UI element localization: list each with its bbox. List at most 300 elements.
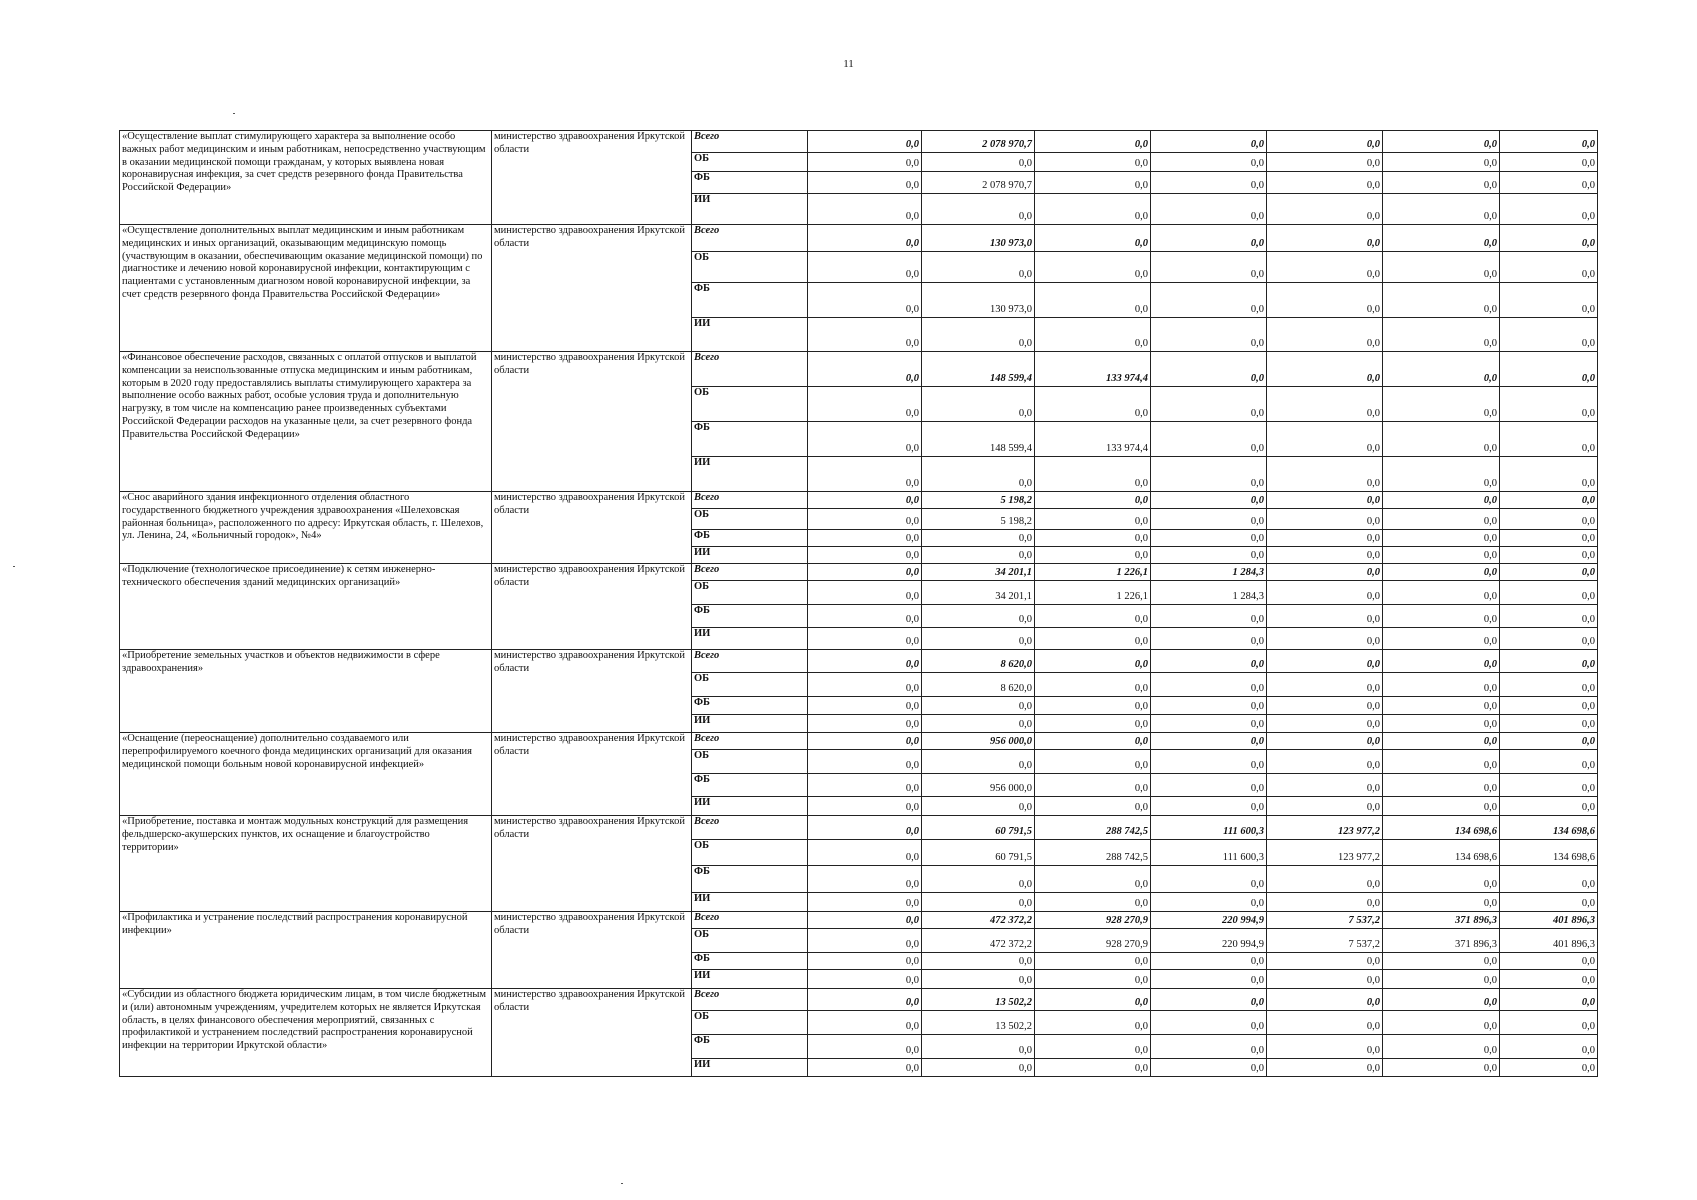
amount-cell: 0,0 [1035,797,1151,816]
amount-cell: 0,0 [1383,1059,1500,1077]
amount-cell: 0,0 [1500,318,1598,352]
amount-cell: 0,0 [808,172,922,194]
amount-cell: 0,0 [1500,194,1598,225]
activity-name: «Приобретение, поставка и монтаж модульных конструкций для размещения фельдшерско-акушерских пунктов, их оснащение и благоустройство территории» [120,816,492,912]
amount-cell: 0,0 [1035,750,1151,774]
table-row [120,733,1598,750]
amount-cell: 0,0 [1383,750,1500,774]
amount-cell: 0,0 [1383,893,1500,912]
amount-cell: 133 974,4 [1035,422,1151,457]
page-number: 11 [843,58,854,70]
amount-cell: 0,0 [808,153,922,172]
amount-cell: 0,0 [808,628,922,650]
amount-cell: 8 620,0 [922,673,1035,697]
amount-cell: 130 973,0 [922,225,1035,252]
table-row [120,131,1598,153]
amount-cell: 0,0 [1500,774,1598,797]
amount-cell: 0,0 [1267,953,1383,970]
activity-name: «Снос аварийного здания инфекционного отделения областного государственного бюджетного учреждения здравоохранения «Шелеховская районная больница», расположенного по адресу: Иркутская область, г. Шелехов, ул. Ленина, 24, «Больничный городок», №4» [120,492,492,564]
amount-cell: 60 791,5 [922,816,1035,840]
amount-cell: 0,0 [1267,318,1383,352]
amount-cell: 0,0 [808,1059,922,1077]
amount-cell: 288 742,5 [1035,840,1151,866]
amount-cell: 0,0 [1151,605,1267,628]
funding-source-label: ОБ [692,252,808,283]
funding-source-label: ОБ [692,1011,808,1035]
amount-cell: 0,0 [1035,530,1151,547]
amount-cell: 0,0 [1383,650,1500,673]
executor: министерство здравоохранения Иркутской области [492,131,692,225]
amount-cell: 0,0 [922,605,1035,628]
amount-cell: 0,0 [808,318,922,352]
amount-cell: 0,0 [1035,1035,1151,1059]
amount-cell: 60 791,5 [922,840,1035,866]
funding-source-label: Всего [692,816,808,840]
amount-cell: 0,0 [922,252,1035,283]
amount-cell: 288 742,5 [1035,816,1151,840]
amount-cell: 0,0 [1267,650,1383,673]
funding-source-label: ИИ [692,194,808,225]
amount-cell: 134 698,6 [1500,816,1598,840]
amount-cell: 0,0 [1383,194,1500,225]
amount-cell: 0,0 [1267,492,1383,509]
amount-cell: 148 599,4 [922,352,1035,387]
funding-source-label: ФБ [692,172,808,194]
amount-cell: 0,0 [1035,673,1151,697]
amount-cell: 0,0 [1267,457,1383,492]
amount-cell: 0,0 [1383,970,1500,989]
funding-source-label: ФБ [692,953,808,970]
amount-cell: 0,0 [808,650,922,673]
executor: министерство здравоохранения Иркутской области [492,989,692,1077]
amount-cell: 0,0 [1035,1011,1151,1035]
amount-cell: 0,0 [1035,866,1151,893]
amount-cell: 0,0 [1500,715,1598,733]
amount-cell: 0,0 [1500,131,1598,153]
amount-cell: 0,0 [1500,530,1598,547]
amount-cell: 0,0 [1383,252,1500,283]
funding-source-label: Всего [692,989,808,1011]
funding-source-label: ИИ [692,715,808,733]
funding-source-label: ФБ [692,605,808,628]
amount-cell: 0,0 [1151,318,1267,352]
amount-cell: 0,0 [808,581,922,605]
amount-cell: 0,0 [1151,774,1267,797]
amount-cell: 0,0 [1035,318,1151,352]
amount-cell: 5 198,2 [922,492,1035,509]
amount-cell: 7 537,2 [1267,912,1383,929]
amount-cell: 0,0 [1151,1011,1267,1035]
amount-cell: 220 994,9 [1151,929,1267,953]
amount-cell: 0,0 [1500,225,1598,252]
amount-cell: 0,0 [1151,530,1267,547]
table-row [120,989,1598,1011]
amount-cell: 0,0 [1383,581,1500,605]
amount-cell: 0,0 [1151,866,1267,893]
funding-source-label: ИИ [692,547,808,564]
amount-cell: 0,0 [1035,650,1151,673]
amount-cell: 0,0 [1383,697,1500,715]
amount-cell: 0,0 [808,283,922,318]
funding-source-label: Всего [692,650,808,673]
amount-cell: 371 896,3 [1383,912,1500,929]
amount-cell: 0,0 [808,194,922,225]
funding-source-label: ИИ [692,1059,808,1077]
amount-cell: 0,0 [1151,673,1267,697]
amount-cell: 0,0 [1035,547,1151,564]
amount-cell: 0,0 [922,530,1035,547]
amount-cell: 0,0 [1151,131,1267,153]
funding-source-label: Всего [692,564,808,581]
funding-source-label: ФБ [692,697,808,715]
amount-cell: 0,0 [1383,225,1500,252]
amount-cell: 0,0 [808,605,922,628]
amount-cell: 0,0 [1151,715,1267,733]
amount-cell: 0,0 [1383,422,1500,457]
funding-source-label: Всего [692,733,808,750]
amount-cell: 0,0 [1500,547,1598,564]
amount-cell: 0,0 [808,970,922,989]
amount-cell: 0,0 [1383,547,1500,564]
amount-cell: 0,0 [922,866,1035,893]
amount-cell: 0,0 [1267,715,1383,733]
amount-cell: 2 078 970,7 [922,131,1035,153]
funding-source-label: ОБ [692,750,808,774]
amount-cell: 0,0 [1267,509,1383,530]
executor: министерство здравоохранения Иркутской области [492,492,692,564]
amount-cell: 0,0 [1383,283,1500,318]
amount-cell: 0,0 [808,953,922,970]
amount-cell: 0,0 [1500,172,1598,194]
amount-cell: 0,0 [1267,252,1383,283]
amount-cell: 0,0 [1035,989,1151,1011]
amount-cell: 0,0 [1267,547,1383,564]
amount-cell: 0,0 [922,547,1035,564]
funding-source-label: Всего [692,352,808,387]
amount-cell: 0,0 [1267,283,1383,318]
amount-cell: 0,0 [922,318,1035,352]
amount-cell: 0,0 [1383,387,1500,422]
amount-cell: 0,0 [808,929,922,953]
amount-cell: 472 372,2 [922,912,1035,929]
amount-cell: 0,0 [1500,492,1598,509]
amount-cell: 0,0 [1151,650,1267,673]
amount-cell: 0,0 [1383,530,1500,547]
amount-cell: 0,0 [808,912,922,929]
amount-cell: 148 599,4 [922,422,1035,457]
amount-cell: 0,0 [1035,774,1151,797]
amount-cell: 0,0 [1500,605,1598,628]
amount-cell: 0,0 [1151,352,1267,387]
amount-cell: 130 973,0 [922,283,1035,318]
funding-source-label: ФБ [692,530,808,547]
amount-cell: 0,0 [1151,283,1267,318]
amount-cell: 0,0 [1151,1059,1267,1077]
amount-cell: 0,0 [808,547,922,564]
amount-cell: 401 896,3 [1500,929,1598,953]
amount-cell: 0,0 [808,1011,922,1035]
table-row [120,912,1598,929]
amount-cell: 0,0 [1267,153,1383,172]
activity-name: «Профилактика и устранение последствий распространения коронавирусной инфекции» [120,912,492,989]
amount-cell: 0,0 [1151,547,1267,564]
amount-cell: 133 974,4 [1035,352,1151,387]
executor: министерство здравоохранения Иркутской области [492,912,692,989]
amount-cell: 0,0 [1383,774,1500,797]
funding-source-label: ФБ [692,422,808,457]
amount-cell: 0,0 [1151,750,1267,774]
amount-cell: 0,0 [808,774,922,797]
amount-cell: 0,0 [1267,352,1383,387]
amount-cell: 0,0 [1383,492,1500,509]
amount-cell: 0,0 [808,530,922,547]
amount-cell: 0,0 [1151,1035,1267,1059]
amount-cell: 0,0 [1383,318,1500,352]
amount-cell: 0,0 [1035,953,1151,970]
amount-cell: 0,0 [1500,1059,1598,1077]
amount-cell: 0,0 [1500,750,1598,774]
amount-cell: 0,0 [808,387,922,422]
amount-cell: 0,0 [1383,989,1500,1011]
amount-cell: 0,0 [808,673,922,697]
amount-cell: 0,0 [922,457,1035,492]
amount-cell: 1 226,1 [1035,564,1151,581]
activity-name: «Оснащение (переоснащение) дополнительно создаваемого или перепрофилируемого коечного фонда медицинских организаций для оказания медицинской помощи больным новой коронавирусной инфекцией» [120,733,492,816]
amount-cell: 0,0 [1383,628,1500,650]
amount-cell: 0,0 [1267,628,1383,650]
amount-cell: 0,0 [1500,866,1598,893]
funding-source-label: ФБ [692,1035,808,1059]
amount-cell: 0,0 [922,1059,1035,1077]
amount-cell: 401 896,3 [1500,912,1598,929]
amount-cell: 0,0 [1151,989,1267,1011]
amount-cell: 0,0 [1151,733,1267,750]
amount-cell: 0,0 [1500,628,1598,650]
funding-source-label: ФБ [692,283,808,318]
amount-cell: 0,0 [1151,387,1267,422]
funding-source-label: ИИ [692,797,808,816]
amount-cell: 0,0 [1035,172,1151,194]
amount-cell: 0,0 [922,970,1035,989]
amount-cell: 0,0 [1151,422,1267,457]
amount-cell: 0,0 [1383,733,1500,750]
amount-cell: 0,0 [1151,194,1267,225]
amount-cell: 0,0 [808,989,922,1011]
amount-cell: 0,0 [1500,153,1598,172]
amount-cell: 0,0 [1267,733,1383,750]
amount-cell: 0,0 [1035,509,1151,530]
funding-source-label: ОБ [692,387,808,422]
amount-cell: 0,0 [1267,866,1383,893]
amount-cell: 0,0 [1035,252,1151,283]
amount-cell: 0,0 [1267,774,1383,797]
amount-cell: 0,0 [1500,1035,1598,1059]
amount-cell: 0,0 [1151,953,1267,970]
amount-cell: 0,0 [922,750,1035,774]
amount-cell: 0,0 [1267,970,1383,989]
amount-cell: 0,0 [922,797,1035,816]
funding-source-label: ФБ [692,774,808,797]
table-row [120,564,1598,581]
table-row [120,225,1598,252]
amount-cell: 0,0 [1267,131,1383,153]
activity-name: «Субсидии из областного бюджета юридическим лицам, в том числе бюджетным и (или) автономным учреждениям, учредителем которых не является Иркутская область, в целях финансового обеспечения мероприятий, связанных с профилактикой и устранением последствий распространения коронавирусной инфекции на территории Иркутской области» [120,989,492,1077]
amount-cell: 0,0 [808,750,922,774]
amount-cell: 0,0 [808,422,922,457]
amount-cell: 0,0 [1151,970,1267,989]
table-row [120,816,1598,840]
activity-name: «Финансовое обеспечение расходов, связанных с оплатой отпусков и выплатой компенсации за неиспользованные отпуска медицинским и иным работникам, которым в 2020 году предоставлялись выплаты стимулирующего характера за выполнение особо важных работ, особые условия труда и дополнительную нагрузку, в том числе на компенсацию ранее произведенных субъектами Российской Федерации расходов на указанные цели, за счет резервного фонда Правительства Российской Федерации» [120,352,492,492]
amount-cell: 0,0 [1267,581,1383,605]
executor: министерство здравоохранения Иркутской области [492,352,692,492]
amount-cell: 34 201,1 [922,564,1035,581]
amount-cell: 0,0 [1151,225,1267,252]
activity-name: «Осуществление дополнительных выплат медицинским и иным работникам медицинских и иных организаций, оказывающим медицинскую помощь (участвующим в оказании, обеспечивающим оказание медицинской помощи) по диагностике и лечению новой коронавирусной инфекции, контактирующим с пациентами с установленным диагнозом новой коронавирусной инфекции, за счет средств резервного фонда Правительства Российской Федерации» [120,225,492,352]
amount-cell: 0,0 [1383,953,1500,970]
executor: министерство здравоохранения Иркутской области [492,650,692,733]
funding-source-label: ОБ [692,153,808,172]
amount-cell: 0,0 [808,715,922,733]
amount-cell: 0,0 [1035,970,1151,989]
amount-cell: 0,0 [808,492,922,509]
amount-cell: 0,0 [1267,1035,1383,1059]
amount-cell: 0,0 [1500,252,1598,283]
activity-name: «Осуществление выплат стимулирующего характера за выполнение особо важных работ медицинским и иным работникам, непосредственно участвующим в оказании медицинской помощи гражданам, у которых выявлена новая коронавирусная инфекция, за счет средств резервного фонда Правительства Российской Федерации» [120,131,492,225]
amount-cell: 0,0 [1500,581,1598,605]
amount-cell: 1 284,3 [1151,564,1267,581]
executor: министерство здравоохранения Иркутской области [492,816,692,912]
amount-cell: 2 078 970,7 [922,172,1035,194]
amount-cell: 0,0 [1151,797,1267,816]
amount-cell: 0,0 [1267,797,1383,816]
amount-cell: 0,0 [1500,422,1598,457]
amount-cell: 0,0 [808,131,922,153]
amount-cell: 0,0 [1035,715,1151,733]
amount-cell: 0,0 [1035,457,1151,492]
amount-cell: 0,0 [1151,628,1267,650]
amount-cell: 13 502,2 [922,989,1035,1011]
amount-cell: 0,0 [922,194,1035,225]
amount-cell: 111 600,3 [1151,840,1267,866]
amount-cell: 0,0 [1383,715,1500,733]
amount-cell: 0,0 [1500,733,1598,750]
amount-cell: 0,0 [1267,422,1383,457]
funding-source-label: Всего [692,912,808,929]
amount-cell: 0,0 [1267,697,1383,715]
funding-source-label: ИИ [692,893,808,912]
amount-cell: 956 000,0 [922,733,1035,750]
amount-cell: 0,0 [1500,352,1598,387]
amount-cell: 0,0 [808,564,922,581]
amount-cell: 0,0 [1383,673,1500,697]
amount-cell: 123 977,2 [1267,816,1383,840]
amount-cell: 111 600,3 [1151,816,1267,840]
amount-cell: 0,0 [1267,989,1383,1011]
amount-cell: 0,0 [922,697,1035,715]
amount-cell: 0,0 [1383,1011,1500,1035]
amount-cell: 0,0 [1267,194,1383,225]
amount-cell: 0,0 [1383,797,1500,816]
amount-cell: 0,0 [1500,1011,1598,1035]
amount-cell: 0,0 [1500,797,1598,816]
amount-cell: 0,0 [1035,225,1151,252]
amount-cell: 0,0 [808,1035,922,1059]
amount-cell: 0,0 [1383,866,1500,893]
amount-cell: 0,0 [1151,172,1267,194]
amount-cell: 13 502,2 [922,1011,1035,1035]
amount-cell: 0,0 [922,387,1035,422]
funding-source-label: Всего [692,131,808,153]
amount-cell: 0,0 [1500,387,1598,422]
amount-cell: 0,0 [1151,509,1267,530]
amount-cell: 0,0 [1383,564,1500,581]
amount-cell: 0,0 [1267,605,1383,628]
amount-cell: 0,0 [1151,252,1267,283]
amount-cell: 0,0 [1151,153,1267,172]
amount-cell: 0,0 [1267,564,1383,581]
amount-cell: 0,0 [808,697,922,715]
amount-cell: 0,0 [1267,172,1383,194]
amount-cell: 0,0 [1383,153,1500,172]
amount-cell: 928 270,9 [1035,929,1151,953]
amount-cell: 0,0 [1500,697,1598,715]
amount-cell: 0,0 [1383,1035,1500,1059]
funding-source-label: ОБ [692,581,808,605]
amount-cell: 0,0 [1267,673,1383,697]
funding-source-label: ОБ [692,929,808,953]
amount-cell: 0,0 [808,840,922,866]
amount-cell: 0,0 [1151,492,1267,509]
amount-cell: 0,0 [1267,750,1383,774]
amount-cell: 0,0 [922,893,1035,912]
amount-cell: 0,0 [808,816,922,840]
amount-cell: 8 620,0 [922,650,1035,673]
amount-cell: 0,0 [1383,131,1500,153]
amount-cell: 0,0 [922,953,1035,970]
amount-cell: 956 000,0 [922,774,1035,797]
amount-cell: 928 270,9 [1035,912,1151,929]
amount-cell: 472 372,2 [922,929,1035,953]
amount-cell: 0,0 [1267,225,1383,252]
funding-source-label: ОБ [692,840,808,866]
amount-cell: 0,0 [808,797,922,816]
amount-cell: 0,0 [1267,1059,1383,1077]
funding-source-label: ИИ [692,970,808,989]
amount-cell: 0,0 [808,225,922,252]
funding-source-label: ИИ [692,457,808,492]
amount-cell: 0,0 [1383,352,1500,387]
amount-cell: 0,0 [1500,989,1598,1011]
amount-cell: 0,0 [1035,131,1151,153]
amount-cell: 0,0 [808,252,922,283]
amount-cell: 0,0 [1035,492,1151,509]
amount-cell: 0,0 [1267,893,1383,912]
amount-cell: 0,0 [1151,893,1267,912]
amount-cell: 0,0 [808,352,922,387]
amount-cell: 0,0 [1267,387,1383,422]
executor: министерство здравоохранения Иркутской области [492,225,692,352]
amount-cell: 0,0 [1035,893,1151,912]
amount-cell: 0,0 [1500,283,1598,318]
amount-cell: 5 198,2 [922,509,1035,530]
amount-cell: 0,0 [1500,893,1598,912]
amount-cell: 0,0 [1500,970,1598,989]
amount-cell: 0,0 [922,628,1035,650]
amount-cell: 1 226,1 [1035,581,1151,605]
amount-cell: 7 537,2 [1267,929,1383,953]
amount-cell: 0,0 [808,457,922,492]
amount-cell: 123 977,2 [1267,840,1383,866]
